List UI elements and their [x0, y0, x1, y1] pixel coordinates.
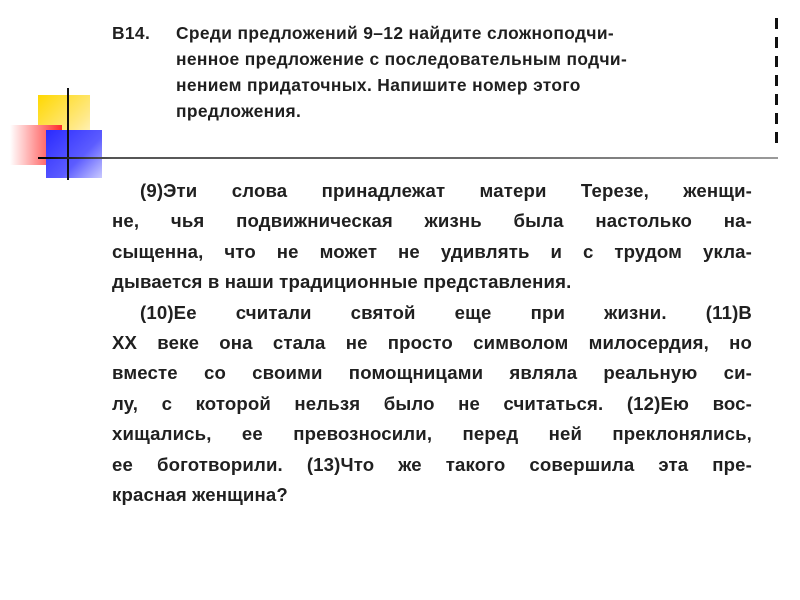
- text-line: красная женщина?: [112, 484, 288, 506]
- task-line: [112, 20, 767, 46]
- task-text: Среди предложений 9–12 найдите сложноподчи-: [176, 23, 614, 43]
- task-line: ненное предложение с последовательным подчи-: [176, 49, 628, 69]
- text-line: хищались, ее превозносили, перед ней преклонялись,: [112, 423, 752, 445]
- text-line: не, чья подвижническая жизнь была настолько на-: [112, 210, 752, 232]
- source-text: [112, 176, 752, 510]
- text-line: дывается в наши традиционные представления.: [112, 271, 572, 293]
- text-line: (10)Ее считали святой еще при жизни. (11)В: [140, 301, 752, 323]
- text-line: XX веке она стала не просто символом милосердия, но: [112, 332, 752, 354]
- text-line: сыщенна, что не может не удивлять и с трудом укла-: [112, 240, 752, 262]
- horizontal-divider-line: [38, 157, 778, 159]
- task-label: В14.: [112, 23, 151, 43]
- text-line: (9)Эти слова принадлежат матери Терезе, женщи-: [140, 180, 752, 201]
- task-line: предложения.: [176, 101, 302, 121]
- text-line: лу, с которой нельзя было не считаться. (12)Ею вос-: [112, 392, 752, 414]
- blue-square-decoration: [46, 130, 102, 178]
- task-block: [112, 20, 767, 124]
- text-line: вместе со своими помощницами являла реальную си-: [112, 362, 752, 384]
- vertical-divider-line: [67, 88, 69, 180]
- dashed-margin-rule: [775, 18, 778, 144]
- text-line: ее боготворили. (13)Что же такого совершила эта пре-: [112, 453, 752, 475]
- task-line: нением придаточных. Напишите номер этого: [176, 75, 581, 95]
